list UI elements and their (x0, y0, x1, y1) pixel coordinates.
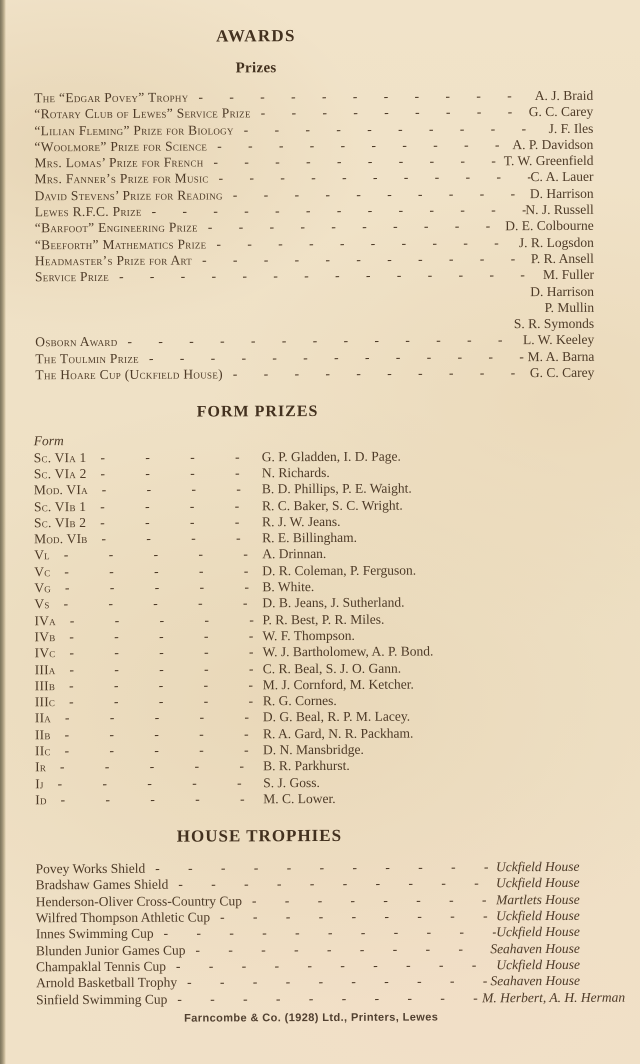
form-column-header: Form (33, 433, 64, 449)
form-prizes-title: FORM PRIZES (196, 403, 319, 421)
award-winner: P. Mullin (544, 299, 595, 315)
dash-leader (50, 563, 262, 580)
trophy-name: Henderson-Oliver Cross-Country Cup (35, 893, 242, 910)
award-winner: L. W. Keeley (522, 332, 595, 348)
form-prize-winners: G. P. Gladden, I. D. Page. (261, 448, 401, 464)
dash-leader (251, 104, 529, 122)
form-prize-winners: S. J. Goss. (263, 774, 320, 790)
form-name: IVc (34, 645, 56, 661)
form-label-block (34, 465, 262, 482)
form-prizes-header-block (33, 402, 483, 424)
dash-leader (154, 925, 497, 943)
trophy-name: Povey Works Shield (35, 860, 146, 877)
trophy-name: Blunden Junior Games Cup (35, 942, 186, 958)
dash-leader (50, 596, 263, 613)
dash-leader (117, 333, 523, 351)
form-label-block (34, 563, 262, 580)
form-prize-winners: R. E. Billingham. (262, 529, 358, 546)
form-prize-winners: R. G. Cornes. (262, 693, 337, 709)
trophy-name: Innes Swimming Cup (35, 926, 154, 942)
form-prize-winners: D. R. Coleman, P. Ferguson. (262, 562, 417, 578)
award-winner: J. F. Iles (548, 120, 594, 136)
form-label-block (35, 693, 263, 710)
award-name: The Toulmin Prize (35, 350, 139, 366)
award-name: The Hoare Cup (Uckfield House) (35, 366, 223, 383)
award-name: “Barfoot” Engineering Prize (34, 219, 198, 236)
dash-leader (167, 990, 482, 1008)
form-prize-winners: B. D. Phillips, P. E. Waight. (261, 480, 412, 497)
form-name: IIb (34, 726, 51, 742)
dash-leader (177, 974, 490, 992)
award-winner: N. J. Russell (525, 201, 594, 218)
house-trophies-header-block (34, 824, 484, 848)
award-name: “Beeforth” Mathematics Prize (34, 236, 207, 252)
dash-leader (109, 267, 543, 285)
form-label-block (35, 644, 263, 661)
form-prize-winners: M. J. Cornford, M. Ketcher. (262, 676, 414, 693)
award-winner: C. A. Lauer (530, 169, 594, 185)
form-label-block (35, 742, 263, 759)
award-row (35, 365, 594, 384)
form-label-block (35, 759, 263, 776)
dash-leader (185, 941, 490, 959)
form-label-block (34, 612, 262, 629)
dash-leader (198, 219, 505, 237)
dash-leader (55, 677, 263, 694)
dash-leader (206, 235, 518, 253)
form-name: Ir (35, 759, 47, 775)
trophy-winner: Seahaven House (490, 973, 581, 989)
form-name: Sc. VIa 2 (33, 465, 87, 482)
dash-leader (86, 514, 262, 531)
form-prize-winners: R. A. Gard, N. R. Packham. (262, 725, 414, 741)
dash-leader (142, 202, 526, 220)
form-prize-winners: C. R. Beal, S. J. O. Gann. (262, 660, 402, 676)
form-label-block (34, 596, 262, 613)
dash-leader (46, 759, 263, 776)
trophy-winner: Uckfield House (496, 924, 580, 940)
dash-leader (51, 579, 262, 596)
form-prize-winners: W. J. Bartholomew, A. P. Bond. (262, 643, 434, 660)
dash-leader (51, 710, 263, 727)
dash-leader (210, 908, 496, 926)
trophy-name: Wilfred Thompson Athletic Cup (35, 909, 211, 926)
form-label-block (34, 481, 262, 498)
dash-leader (145, 859, 496, 877)
form-name: Sc. VIa 1 (33, 449, 87, 465)
house-trophies-title: HOUSE TROPHIES (176, 826, 343, 846)
trophy-name: Sinfield Swimming Cup (36, 991, 168, 1007)
form-label-block (34, 579, 262, 596)
trophy-winner: M. Herbert, A. H. Herman (482, 989, 626, 1005)
dash-leader (242, 892, 496, 909)
dash-leader (55, 693, 263, 710)
dash-leader (55, 661, 262, 678)
dash-leader (192, 251, 531, 269)
awards-list (0, 88, 639, 384)
form-label-block (34, 514, 262, 531)
form-label-block (35, 628, 263, 645)
dash-leader (50, 547, 262, 564)
form-name: Vl (34, 547, 50, 563)
dash-leader (166, 957, 496, 975)
award-name: Mrs. Fanner’s Prize for Music (34, 170, 209, 187)
form-prize-winners: D. N. Mansbridge. (263, 741, 364, 758)
form-name: Vg (34, 580, 52, 596)
form-label-block (35, 726, 263, 743)
dash-leader (139, 349, 528, 367)
form-label-block (35, 775, 263, 792)
form-name: Mod. VIa (33, 482, 88, 498)
award-name: Lewes R.F.C. Prize (34, 203, 142, 220)
trophy-name: Bradshaw Games Shield (35, 877, 169, 893)
award-winner: D. Harrison (529, 185, 594, 201)
form-name: Sc. VIb 1 (33, 498, 87, 514)
trophy-winner: Seahaven House (490, 940, 580, 956)
form-name: IIIa (34, 661, 56, 677)
form-prize-winners: N. Richards. (261, 464, 330, 481)
form-prize-winners: R. C. Baker, S. C. Wright. (261, 497, 403, 513)
award-name: David Stevens’ Prize for Reading (34, 187, 223, 204)
prizes-subtitle: Prizes (235, 60, 277, 77)
dash-leader (55, 644, 262, 661)
award-name: Headmaster’s Prize for Art (34, 252, 193, 269)
form-label-block (34, 547, 262, 564)
form-prize-winners: D. G. Beal, R. P. M. Lacey. (262, 708, 411, 725)
award-name: “Woolmore” Prize for Science (34, 138, 208, 155)
award-name: Service Prize (34, 269, 110, 285)
trophy-winner: Martlets House (496, 891, 580, 908)
award-winner: D. E. Colbourne (505, 218, 594, 234)
form-label-block (35, 791, 263, 808)
award-winner: M. A. Barna (527, 348, 595, 364)
form-name: Vs (34, 596, 50, 612)
form-prize-winners: D. B. Jeans, J. Sutherland. (262, 594, 405, 611)
dash-leader (51, 742, 263, 759)
trophy-winner: Uckfield House (495, 875, 580, 891)
form-prize-winners: R. J. W. Jeans. (262, 513, 341, 530)
trophy-winner: Uckfield House (496, 956, 581, 973)
form-prize-row (35, 789, 640, 808)
form-prizes-list (0, 447, 640, 808)
dash-leader (86, 465, 261, 482)
house-trophy-row (36, 989, 626, 1008)
award-winner: D. Harrison (530, 283, 595, 299)
award-name: The “Edgar Povey” Trophy (34, 89, 189, 106)
dash-leader (223, 365, 530, 383)
form-name: IIa (34, 710, 52, 726)
form-name: IIIc (34, 694, 56, 710)
form-name: IVa (34, 612, 56, 628)
form-name: IVb (34, 629, 56, 645)
dash-leader (223, 186, 530, 204)
trophy-winner: Uckfield House (496, 907, 580, 924)
dash-leader (234, 121, 549, 139)
dash-leader (204, 153, 504, 171)
award-winner: G. C. Carey (528, 104, 594, 120)
award-winner: J. R. Logsdon (518, 234, 594, 250)
awards-header-block (31, 25, 481, 78)
award-winner: P. R. Ansell (530, 250, 594, 267)
dash-leader (86, 498, 262, 515)
award-winner: A. J. Braid (534, 87, 594, 104)
form-prize-winners: P. R. Best, P. R. Miles. (262, 611, 385, 627)
form-name: Mod. VIb (34, 531, 88, 547)
award-name: Osborn Award (35, 334, 118, 350)
dash-leader (51, 726, 263, 743)
form-label-block (35, 677, 263, 694)
award-name: “Rotary Club of Lewes” Service Prize (34, 105, 251, 122)
form-prize-winners: W. F. Thompson. (262, 627, 355, 644)
form-label-block (34, 530, 262, 547)
form-name: Id (35, 792, 47, 808)
award-name: Mrs. Lomas’ Prize for French (34, 154, 204, 171)
trophy-name: Champaklal Tennis Cup (35, 958, 167, 975)
form-name: IIIb (34, 677, 56, 694)
dash-leader (86, 449, 261, 466)
house-trophies-list (2, 859, 640, 1008)
dash-leader (207, 137, 512, 155)
dash-leader (44, 775, 264, 792)
form-prize-winners: B. R. Parkhurst. (263, 758, 350, 774)
awards-title: AWARDS (216, 26, 296, 46)
dash-leader (88, 481, 262, 498)
dash-leader (188, 88, 534, 106)
form-label-block (34, 449, 262, 466)
page-scan-edge (0, 0, 6, 1064)
form-label-block (34, 498, 262, 515)
dash-leader (56, 612, 263, 629)
trophy-name: Arnold Basketball Trophy (36, 974, 178, 991)
dash-leader (168, 876, 496, 894)
award-winner: G. C. Carey (529, 364, 595, 381)
form-name: Sc. VIb 2 (34, 514, 87, 531)
form-prize-winners: B. White. (262, 579, 315, 595)
dash-leader (55, 628, 262, 645)
form-name: IIc (35, 743, 51, 759)
form-prize-winners: M. C. Lower. (263, 790, 336, 807)
printer-imprint: Farncombe & Co. (1928) Ltd., Printers, Lewes (184, 1011, 439, 1025)
award-winner: T. W. Greenfield (503, 152, 594, 169)
trophy-winner: Uckfield House (495, 859, 580, 875)
dash-leader (87, 530, 262, 547)
form-name: Ij (35, 775, 44, 791)
award-winner: S. R. Symonds (513, 315, 595, 332)
form-name: Vc (34, 563, 51, 579)
form-label-block (35, 661, 263, 678)
form-label-block (35, 710, 263, 727)
dash-leader (209, 170, 531, 188)
award-winner: A. P. Davidson (512, 136, 594, 153)
award-winner: M. Fuller (542, 267, 594, 283)
form-prize-winners: A. Drinnan. (262, 546, 327, 562)
award-name: “Lilian Fleming” Prize for Biology (34, 121, 234, 138)
dash-leader (47, 791, 264, 808)
